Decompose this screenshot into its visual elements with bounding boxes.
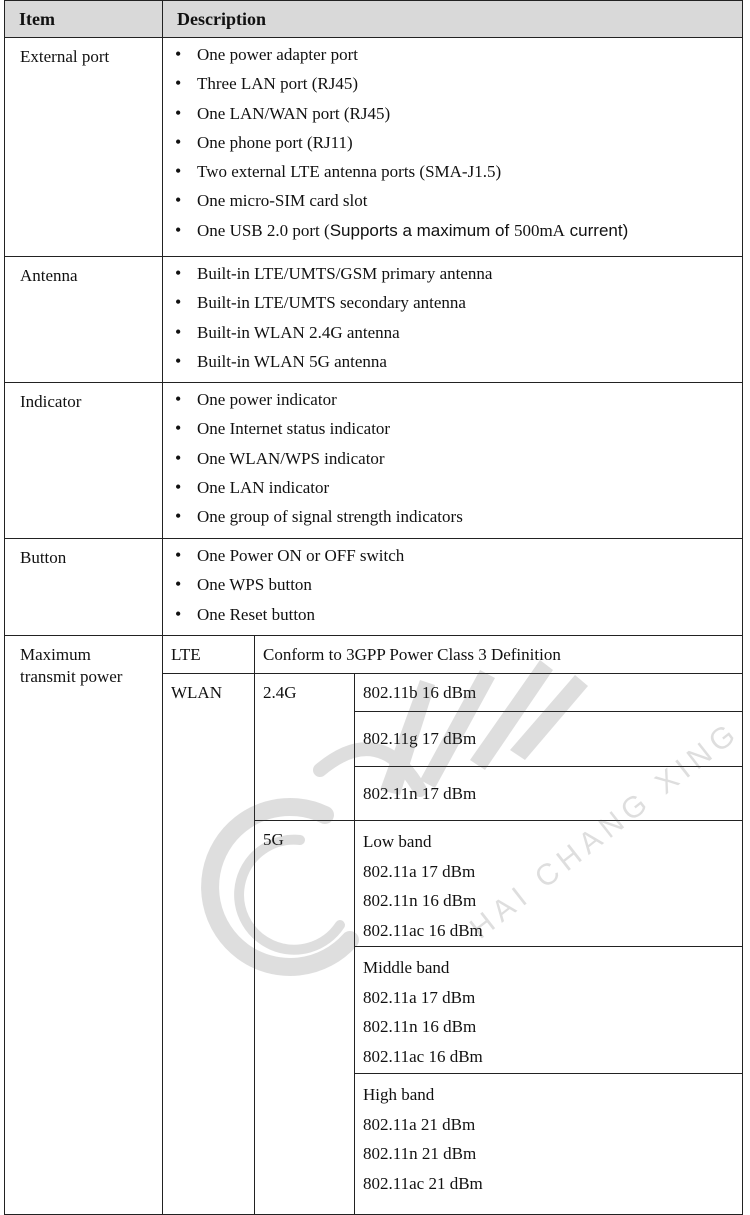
lte-label: LTE <box>171 645 201 664</box>
bullet-list <box>163 539 742 631</box>
list-item: • One LAN/WAN port (RJ45) <box>175 99 742 128</box>
table-row-external-port <box>5 38 743 257</box>
list-item: • Built-in WLAN 5G antenna <box>175 347 742 376</box>
list-item: • One WPS button <box>175 570 742 599</box>
band-5g-label: 5G <box>263 830 284 849</box>
list-item: • One power adapter port <box>175 40 742 69</box>
row-label: Maximum transmit power <box>20 645 123 686</box>
list-item: • Built-in LTE/UMTS secondary antenna <box>175 288 742 317</box>
power-value: 802.11n 17 dBm <box>363 783 477 803</box>
list-item: • One Internet status indicator <box>175 414 742 443</box>
list-item: • One Reset button <box>175 600 742 629</box>
list-item: • One LAN indicator <box>175 473 742 502</box>
row-label: Button <box>20 548 67 567</box>
wlan-label: WLAN <box>171 683 222 702</box>
bullet-list <box>163 383 742 533</box>
usb-note: Supports a maximum of <box>329 220 514 240</box>
power-value: 802.11a 17 dBm <box>363 861 476 881</box>
band-title: Middle band <box>363 958 450 977</box>
usb-note-end: current) <box>564 220 629 240</box>
usb-text: One USB 2.0 port ( <box>197 220 330 240</box>
table-row-button <box>5 539 743 636</box>
header-item: Item <box>5 1 163 38</box>
row-label: External port <box>20 47 110 66</box>
power-value: 802.11n 21 dBm <box>363 1144 477 1163</box>
power-value: 802.11ac 16 dBm <box>363 920 483 940</box>
list-item: • One power indicator <box>175 385 742 414</box>
list-item: • Built-in LTE/UMTS/GSM primary antenna <box>175 259 742 288</box>
table-header-row <box>5 1 743 38</box>
spec-table <box>4 0 743 1215</box>
band-block-low <box>355 821 742 945</box>
table-row-antenna <box>5 257 743 383</box>
watermark-text: HAI CHANG XING <box>463 714 747 946</box>
power-value: 802.11ac 21 dBm <box>363 1173 483 1193</box>
bullet-list <box>163 38 742 247</box>
list-item: • One WLAN/WPS indicator <box>175 444 742 473</box>
table-row-indicator <box>5 383 743 539</box>
list-item <box>175 216 742 245</box>
row-label: Antenna <box>20 266 78 285</box>
power-value: 802.11n 16 dBm <box>363 891 477 910</box>
power-value: 802.11ac 16 dBm <box>363 1046 483 1066</box>
power-value: 802.11a 17 dBm <box>363 987 476 1007</box>
list-item: • Three LAN port (RJ45) <box>175 69 742 98</box>
list-item: • One group of signal strength indicators <box>175 502 742 531</box>
lte-value: Conform to 3GPP Power Class 3 Definition <box>263 645 561 664</box>
power-value: 802.11a 21 dBm <box>363 1114 476 1134</box>
list-item: • One phone port (RJ11) <box>175 128 742 157</box>
band-block-high <box>355 1074 742 1198</box>
table-row-lte <box>5 636 743 674</box>
list-item: • Built-in WLAN 2.4G antenna <box>175 318 742 347</box>
row-label: Indicator <box>20 392 82 411</box>
power-value: 802.11b 16 dBm <box>363 683 477 702</box>
bullet-list <box>163 257 742 378</box>
header-description: Description <box>163 1 743 38</box>
band-block-middle <box>355 947 742 1071</box>
list-item: • One micro-SIM card slot <box>175 186 742 215</box>
power-value: 802.11n 16 dBm <box>363 1017 477 1036</box>
band-24g-label: 2.4G <box>263 683 297 702</box>
list-item: • One Power ON or OFF switch <box>175 541 742 570</box>
list-item: • Two external LTE antenna ports (SMA-J1.5) <box>175 157 742 186</box>
band-title: Low band <box>363 832 432 851</box>
band-title: High band <box>363 1085 435 1104</box>
power-value: 802.11g 17 dBm <box>363 729 477 748</box>
usb-current: 500mA <box>513 220 565 240</box>
